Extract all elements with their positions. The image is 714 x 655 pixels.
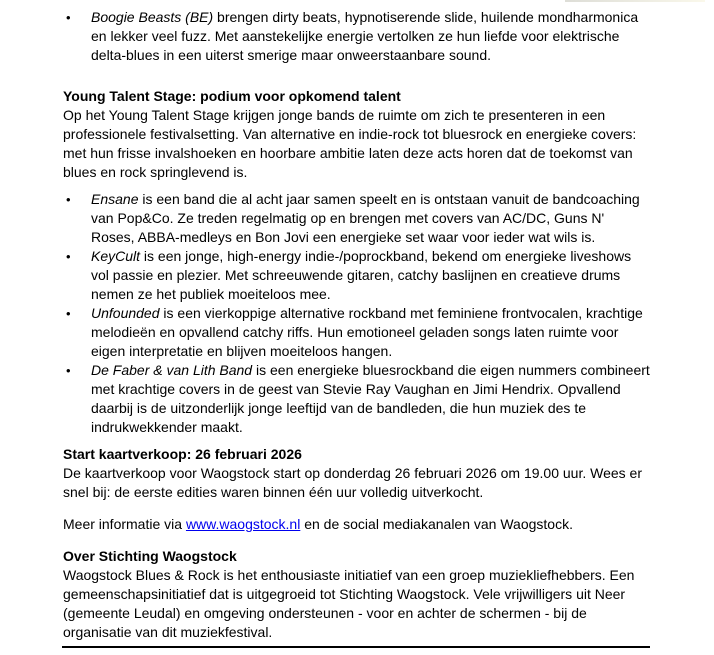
band-description: is een vierkoppige alternative rockband met feminiene frontvocalen, krachtige melodieën en opvallend catchy riffs. Hun emotioneel geladen songs laten ruimte voor eigen interpretatie en blijven moeiteloos hangen.	[91, 305, 643, 359]
band-entry	[91, 191, 640, 245]
more-info-line	[63, 515, 651, 534]
band-name: KeyCult	[91, 248, 141, 264]
list-item-keycult	[63, 247, 651, 304]
band-entry	[91, 305, 643, 359]
cutoff-artifact	[565, 0, 705, 2]
young-talent-heading: Young Talent Stage: podium voor opkomend talent	[63, 88, 401, 104]
list-item-boogie-beasts	[63, 8, 651, 65]
list-item-de-faber	[63, 361, 651, 437]
band-name: De Faber & van Lith Band	[91, 362, 253, 378]
band-entry	[91, 248, 631, 302]
intro-paragraph: Op het Young Talent Stage krijgen jonge bands de ruimte om zich te presenteren in een professionele festivalsetting. Van alternative en indie-rock tot bluesrock en energieke covers: met hun frisse invalshoeken en hoorbare ambitie laten deze acts horen dat de toekomst van blues en rock springlevend is.	[63, 107, 637, 180]
band-name: Ensane	[91, 191, 139, 207]
more-info-prefix: Meer informatie via	[63, 516, 186, 532]
band-description: brengen dirty beats, hypnotiserende slide, huilende mondharmonica en lekker veel fuzz. Met aanstekelijke energie vertolken ze hun liefde voor elektrische delta-blues in een uiterst smerige maar onweerstaanbare sound.	[91, 9, 639, 63]
band-name: Unfounded	[91, 305, 160, 321]
lead-band-list	[63, 8, 651, 65]
young-talent-band-list	[63, 190, 651, 437]
ticket-sales-heading: Start kaartverkoop: 26 februari 2026	[63, 446, 302, 462]
band-description: is een band die al acht jaar samen speelt en is ontstaan vanuit de bandcoaching van Pop&Co. Ze treden regelmatig op en brengen met covers van AC/DC, Guns N' Roses, ABBA-medleys en Bon Jovi een energieke set waar voor ieder wat wils is.	[91, 191, 640, 245]
footer-divider	[62, 646, 650, 648]
list-item-unfounded	[63, 304, 651, 361]
ticket-info-paragraph: De kaartverkoop voor Waogstock start op donderdag 26 februari 2026 om 19.00 uur. Wees er snel bij: de eerste edities waren binnen één uur volledig uitverkocht.	[63, 465, 642, 500]
about-paragraph: Waogstock Blues & Rock is het enthousiaste initiatief van een groep muziekliefhebbers. Een gemeenschapsinitiatief dat is uitgegroeid tot Stichting Waogstock. Vele vrijwilligers uit Neer (gemeente Leudal) en omgeving ondersteunen - voor en achter de schermen - bij de organisatie van dit muziekfestival.	[63, 567, 635, 640]
bullet-icon: •	[66, 192, 71, 207]
bullet-icon: •	[66, 363, 71, 378]
bullet-icon: •	[66, 306, 71, 321]
band-entry	[91, 362, 650, 435]
more-info-suffix: en de social mediakanalen van Waogstock.	[300, 516, 573, 532]
band-entry	[91, 9, 638, 63]
about-heading: Over Stichting Waogstock	[63, 548, 237, 564]
bullet-icon: •	[66, 249, 71, 264]
band-description: is een energieke bluesrockband die eigen nummers combineert met krachtige covers in de geest van Stevie Ray Vaughan en Jimi Hendrix. Opvallend daarbij is de uitzonderlijk jonge leeftijd van de bandleden, die hun muziek des te indrukwekkender maakt.	[91, 362, 650, 435]
list-item-ensane	[63, 190, 651, 247]
bullet-icon: •	[66, 10, 71, 25]
band-description: is een jonge, high-energy indie-/poprockband, bekend om energieke liveshows vol passie en plezier. Met schreeuwende gitaren, catchy baslijnen en creatieve drums nemen ze het publiek moeiteloos mee.	[91, 248, 632, 302]
band-name: Boogie Beasts (BE)	[91, 9, 214, 25]
waogstock-link[interactable]: www.waogstock.nl	[185, 516, 301, 532]
